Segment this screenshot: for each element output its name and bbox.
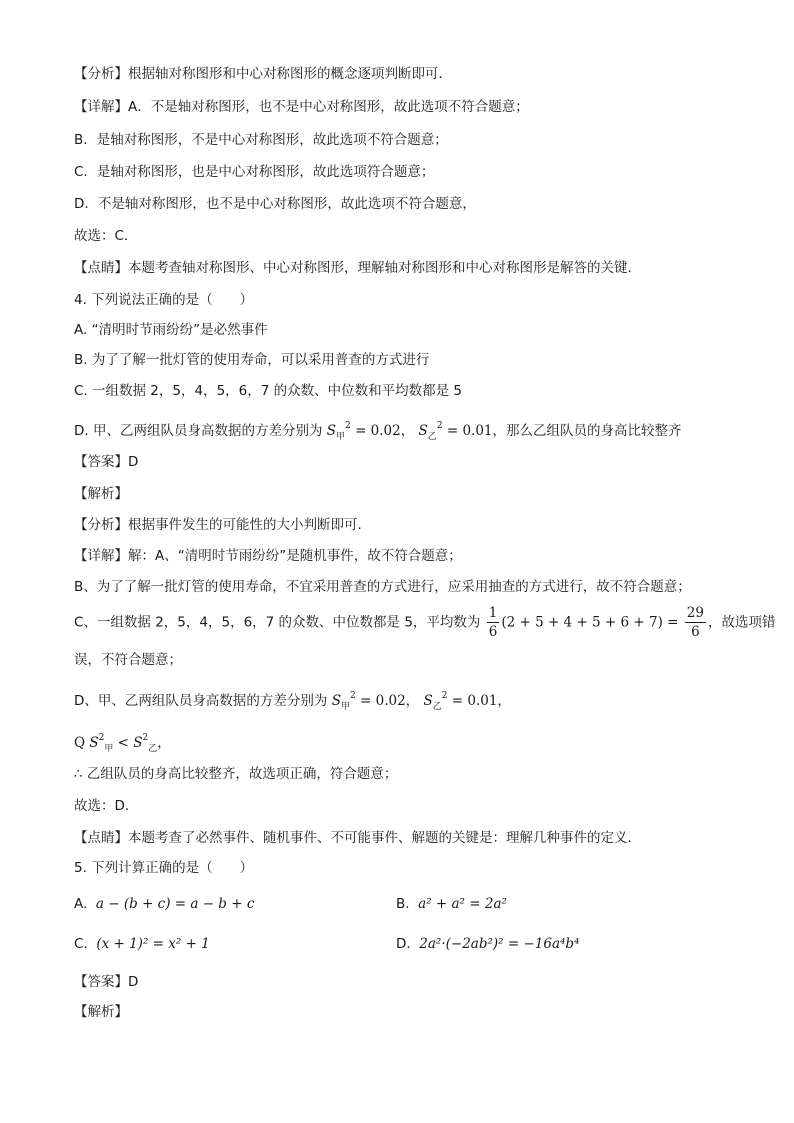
q3-detail-a: 【详解】A．不是轴对称图形，也不是中心对称图形，故此选项不符合题意；	[74, 99, 529, 115]
q5-option-b	[396, 894, 507, 914]
q4-option-b: B. 为了了解一批灯管的使用寿命，可以采用普查的方式进行	[74, 352, 430, 368]
q3-choice: 故选：C．	[74, 228, 138, 244]
variance-exp: 2	[441, 691, 448, 701]
variance-exp: 2	[142, 733, 149, 743]
q5-option-d-label: D.	[396, 936, 411, 952]
variance-symbol: S	[89, 735, 99, 751]
q4-jiexi: 【解析】	[74, 486, 128, 502]
q5-option-c-label: C.	[74, 936, 88, 952]
variance-sub-jia: 甲	[336, 432, 346, 442]
q4-detail-a: 【详解】解：A、“清明时节雨纷纷”是随机事件，故不符合题意；	[74, 548, 462, 564]
variance-symbol: S	[331, 693, 341, 709]
q4-analysis: 【分析】根据事件发生的可能性的大小判断即可．	[74, 517, 371, 533]
q4-detail-c-end: ，故选项错	[707, 614, 776, 631]
q5-answer: 【答案】D	[74, 974, 139, 990]
fraction-denominator: 6	[691, 624, 700, 640]
fraction-denominator: 6	[488, 624, 498, 640]
q4-option-a: A. “清明时节雨纷纷”是必然事件	[74, 322, 268, 338]
q5-option-b-expr: a² + a² = 2a²	[418, 896, 507, 912]
q4-stem: 4. 下列说法正确的是（ ）	[74, 292, 254, 308]
variance-sub-yi: 乙	[432, 702, 442, 712]
variance-jia-value: = 0.02，	[360, 693, 420, 709]
mean-expression: (2 + 5 + 4 + 5 + 6 + 7) =	[501, 614, 679, 631]
q4-detail-d	[74, 686, 511, 717]
because-symbol: Q	[74, 735, 86, 751]
q4-detail-c-cont: 误，不符合题意；	[74, 652, 182, 668]
variance-symbol: S	[423, 693, 433, 709]
q5-option-c-expr: (x + 1)² = x² + 1	[96, 936, 210, 952]
fraction-one-sixth	[487, 604, 500, 641]
q5-option-a-label: A.	[74, 896, 88, 912]
variance-exp: 2	[345, 421, 351, 431]
q5-jiexi: 【解析】	[74, 1004, 128, 1020]
q4-option-c: C. 一组数据 2，5，4，5，6，7 的众数、中位数和平均数都是 5	[74, 383, 463, 399]
q3-detail-c: C．是轴对称图形，也是中心对称图形，故此选项符合题意；	[74, 164, 435, 180]
variance-symbol: S	[133, 735, 143, 751]
q5-option-c	[74, 934, 210, 954]
q5-stem: 5. 下列计算正确的是（ ）	[74, 860, 254, 876]
fraction-numerator: 29	[686, 605, 704, 621]
variance-exp: 2	[98, 733, 105, 743]
variance-sub-jia: 甲	[340, 702, 350, 712]
q5-option-d-expr: 2a²·(−2ab²)² = −16a⁴b⁴	[419, 936, 580, 952]
q5-option-d	[396, 934, 579, 954]
q4-option-d-text: D. 甲、乙两组队员身高数据的方差分别为	[74, 423, 323, 439]
q4-detail-b: B、为了了解一批灯管的使用寿命，不宜采用普查的方式进行，应采用抽查的方式进行，故不符合题意；	[74, 579, 691, 595]
variance-yi-value: = 0.01，	[451, 693, 511, 709]
q4-choice: 故选：D．	[74, 798, 139, 814]
variance-sub-yi: 乙	[427, 432, 437, 442]
q5-option-b-label: B.	[396, 896, 410, 912]
variance-symbol: S	[418, 423, 428, 439]
q4-therefore: ∴ 乙组队员的身高比较整齐，故选项正确，符合题意；	[74, 766, 398, 782]
variance-exp: 2	[436, 421, 443, 431]
fraction-numerator: 1	[488, 605, 498, 621]
variance-exp: 2	[349, 691, 356, 701]
q3-analysis: 【分析】根据轴对称图形和中心对称图形的概念逐项判断即可．	[74, 66, 452, 82]
variance-sub-yi: 乙	[148, 744, 158, 754]
variance-symbol: S	[326, 423, 337, 439]
q3-detail-d: D．不是轴对称图形，也不是中心对称图形，故此选项不符合题意，	[74, 196, 476, 212]
q4-comment: 【点睛】本题考查了必然事件、随机事件、不可能事件、解题的关键是：理解几种事件的定义．	[74, 830, 641, 846]
q3-detail-b: B．是轴对称图形，不是中心对称图形，故此选项不符合题意；	[74, 132, 448, 148]
fraction-twentynine-sixths	[685, 604, 706, 641]
variance-yi-value: = 0.01，那么乙组队员的身高比较整齐	[446, 423, 682, 439]
q4-detail-d-text: D、甲、乙两组队员身高数据的方差分别为	[74, 693, 328, 709]
q4-detail-c	[74, 604, 775, 641]
less-than: <	[117, 735, 129, 751]
q3-comment: 【点睛】本题考查轴对称图形、中心对称图形，理解轴对称图形和中心对称图形是解答的关键．	[74, 260, 641, 276]
q4-answer: 【答案】D	[74, 454, 139, 470]
variance-sub-jia: 甲	[104, 744, 114, 754]
q5-option-a-expr: a − (b + c) = a − b + c	[95, 896, 255, 912]
q5-option-a	[74, 894, 254, 914]
q4-detail-c-text: C、一组数据 2，5，4，5，6，7 的众数、中位数都是 5，平均数为	[74, 614, 481, 631]
q4-because: Q $S^2_甲 < S^2_乙$，	[74, 733, 171, 754]
q4-option-d	[74, 416, 682, 447]
variance-jia-value: = 0.02，	[355, 423, 415, 439]
